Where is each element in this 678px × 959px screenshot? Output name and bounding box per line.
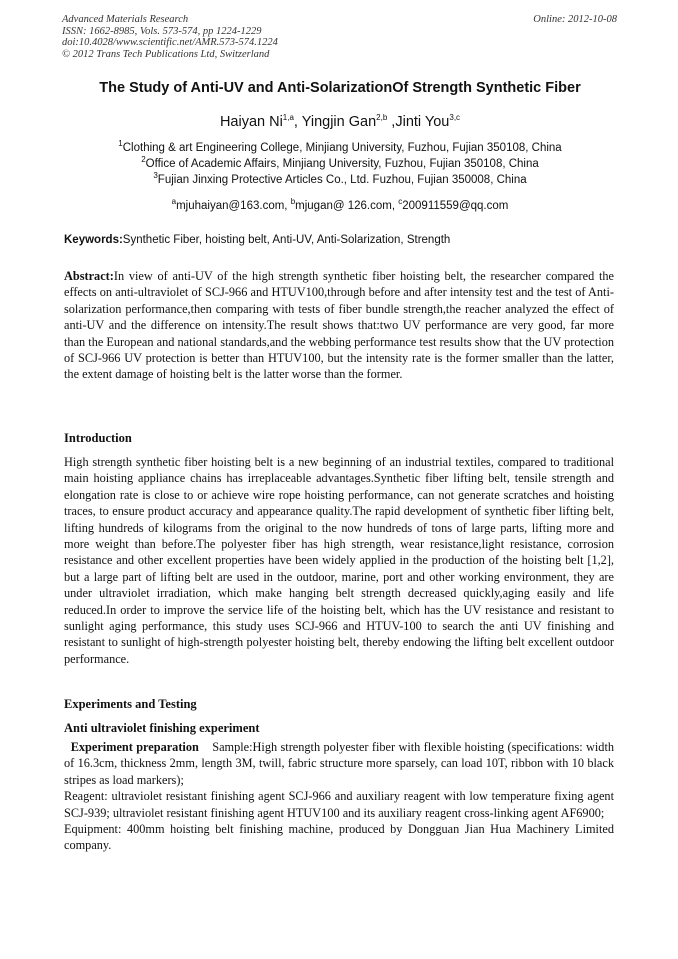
experiments-text bbox=[64, 739, 614, 854]
affiliation-1 bbox=[40, 140, 640, 156]
author-sup: 1,a bbox=[282, 113, 294, 123]
author-name: Jinti You bbox=[395, 114, 450, 130]
author-sup: 3,c bbox=[449, 113, 461, 123]
prep-label: Experiment preparation bbox=[70, 740, 199, 754]
journal-copyright: © 2012 Trans Tech Publications Ltd, Switzerland bbox=[62, 48, 270, 60]
keywords-text: Synthetic Fiber, hoisting belt, Anti-UV, Anti-Solarization, Strength bbox=[122, 234, 451, 246]
abstract-label: Abstract: bbox=[64, 269, 114, 283]
keywords-label: Keywords: bbox=[64, 234, 123, 246]
email-sup: c bbox=[398, 197, 403, 207]
abstract bbox=[64, 268, 614, 383]
affiliation-2 bbox=[40, 156, 640, 172]
online-date: Online: 2012-10-08 bbox=[533, 14, 617, 25]
affiliation-3 bbox=[40, 172, 640, 188]
email-link[interactable]: mjuhaiyan@163.com, bbox=[176, 200, 291, 212]
email-sup: b bbox=[290, 197, 296, 207]
affiliations bbox=[40, 140, 640, 188]
sample-text: Sample:High strength polyester fiber with flexible hoisting (specifications: width of 16.3cm, thickness 2mm, length 3M, twill, fabric structure more sparsely, can load 10T, ribbon with 10 black stripes as load markers); bbox=[64, 740, 615, 787]
affiliation-text: Office of Academic Affairs, Minjiang University, Fuzhou, Fujian 350108, China bbox=[145, 158, 539, 170]
journal-header bbox=[62, 14, 617, 60]
paper-title: The Study of Anti-UV and Anti-SolarizationOf Strength Synthetic Fiber bbox=[99, 80, 581, 96]
author-sep: , bbox=[293, 114, 302, 130]
affiliation-sup: 2 bbox=[141, 155, 146, 165]
keywords bbox=[64, 234, 616, 246]
author-name: Haiyan Ni bbox=[219, 114, 283, 130]
introduction-text: High strength synthetic fiber hoisting belt is a new beginning of an industrial textiles, compared to traditional main hoisting appliance chains has irreplaceable advantages.Synthetic fiber lifting belt, tensile strength and elongation rate is close to or achieve wire rope hoisting performance, can not generate scratches and hoisting traces, to ensure product accuracy and appearance quality.The rapid development of synthetic fiber lifting belt, lifting hundreds of kilograms from the original to the now hundreds of tons of large parts, lifting more and more weight than before.The polyester fiber has high strength, wear resistance,light resistance, corrosion resistance and other excellent properties have been widely applied in the production of the hoisting belt [1,2], but a large part of lifting belt are used in the outdoor, marine, port and other working environment, they are under ultraviolet irradiation, which make hanging belt strength decreased quickly,aging easily and life reduced.In order to improve the service life of the hoisting belt, which has the UV resistance and resistant to sunlight aging performance, this study uses SCJ-966 and HTUV-100 to search the anti UV finishing and resistant to sunlight of high-strength polyester hoisting belt, thereby endowing the lifting belt excellent outdoor performance. bbox=[64, 455, 614, 666]
equipment-paragraph: Equipment: 400mm hoisting belt finishing machine, produced by Dongguan Jian Hua Machinery Limited company. bbox=[64, 822, 614, 853]
email-sup: a bbox=[171, 197, 177, 207]
email-link[interactable]: mjugan@ 126.com, bbox=[295, 200, 399, 212]
author-name: Yingjin Gan bbox=[301, 114, 377, 130]
affiliation-sup: 3 bbox=[153, 171, 158, 181]
affiliation-text: Clothing & art Engineering College, Minjiang University, Fuzhou, Fujian 350108, China bbox=[122, 142, 562, 154]
email-list bbox=[40, 197, 640, 212]
finishing-subheading: Anti ultraviolet finishing experiment bbox=[64, 721, 260, 735]
affiliation-text: Fujian Jinxing Protective Articles Co., Ltd. Fuzhou, Fujian 350008, China bbox=[157, 174, 527, 186]
author-list bbox=[40, 114, 640, 130]
journal-name: Advanced Materials Research bbox=[62, 14, 189, 25]
journal-doi: doi:10.4028/www.scientific.net/AMR.573-574.1224 bbox=[62, 37, 278, 48]
email-link[interactable]: 200911559@qq.com bbox=[402, 200, 509, 212]
journal-issn: ISSN: 1662-8985, Vols. 573-574, pp 1224-1229 bbox=[62, 25, 262, 37]
introduction-heading: Introduction bbox=[64, 431, 132, 445]
abstract-text: In view of anti-UV of the high strength synthetic fiber hoisting belt, the researcher compared the effects on anti-ultraviolet of SCJ-966 and HTUV100,through before and after intensity test and the test of Anti-solarization performance,then comparing with tests of fiber bundle strength,the reacher analyzed the effect of anti-UV and the difference on intensity.The result shows that:two UV performance are very good, far more than the European and national standards,and the webbing performance test results show that the UV protection of SCJ-966 UV protection is better than HTUV100, but the intensity rate is the former smaller than the latter, the extent damage of hoisting belt is the latter worse than the former. bbox=[64, 269, 614, 382]
author-sup: 2,b bbox=[376, 113, 388, 123]
experiments-heading: Experiments and Testing bbox=[64, 697, 197, 711]
sample-paragraph bbox=[64, 739, 614, 788]
affiliation-sup: 1 bbox=[118, 139, 123, 149]
author-sep: , bbox=[387, 114, 396, 130]
reagent-paragraph: Reagent: ultraviolet resistant finishing agent SCJ-966 and auxiliary reagent with low temperature fixing agent SCJ-939; ultraviolet resistant finishing agent HTUV100 and its auxiliary reagent cross-linking agent AF6900; bbox=[64, 789, 614, 820]
